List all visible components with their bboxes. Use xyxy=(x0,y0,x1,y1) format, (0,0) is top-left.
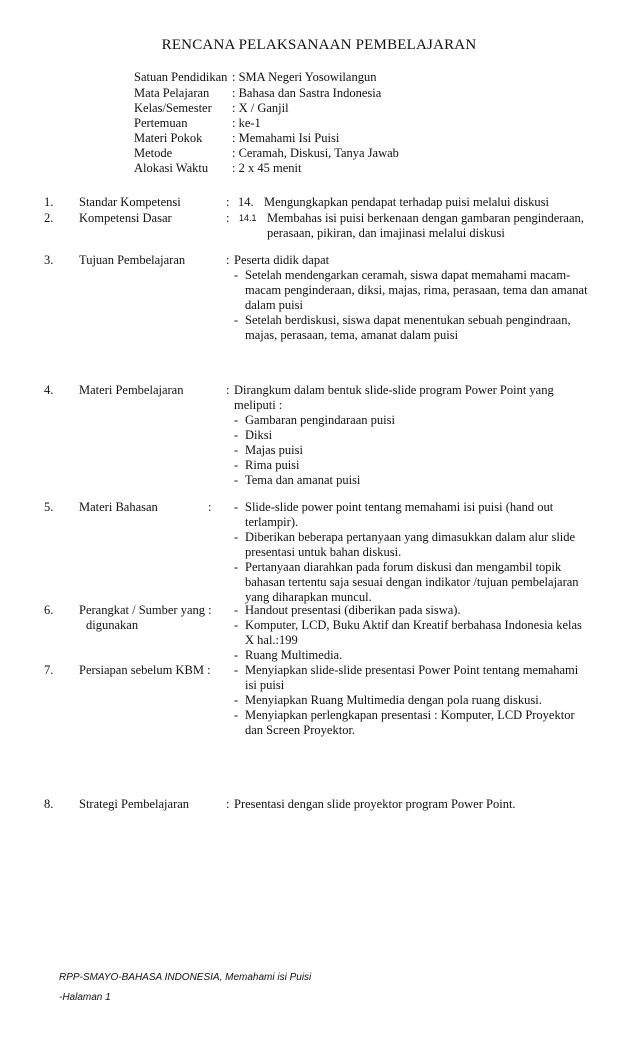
identity-value: : Memahami Isi Puisi xyxy=(232,131,340,145)
identity-label: Kelas/Semester xyxy=(134,101,212,115)
section-text: Presentasi dengan slide proyektor program Power Point. xyxy=(234,797,516,811)
competency-code: 14.1 xyxy=(239,213,257,223)
document-title: RENCANA PELAKSANAAN PEMBELAJARAN xyxy=(161,37,477,53)
footer-document-info: RPP-SMAYO-BAHASA INDONESIA, Memahami isi Puisi xyxy=(59,972,312,983)
bullet-text: terlampir). xyxy=(245,515,299,529)
bullet-dash: - xyxy=(234,428,239,442)
bullet-text: bahasan tertentu saja sesuai dengan indikator /tujuan pembelajaran xyxy=(245,575,579,589)
bullet-dash: - xyxy=(234,708,239,722)
identity-label: Metode xyxy=(134,146,173,160)
bullet-text: X hal.:199 xyxy=(245,633,298,647)
bullet-text: Gambaran pengindaraan puisi xyxy=(245,413,395,427)
bullet-text: Komputer, LCD, Buku Aktif dan Kreatif berbahasa Indonesia kelas xyxy=(245,618,582,632)
section-number: 6. xyxy=(44,603,54,617)
section-label: Persiapan sebelum KBM : xyxy=(79,663,211,677)
bullet-dash: - xyxy=(234,500,239,514)
bullet-dash: - xyxy=(234,693,239,707)
section-colon: : xyxy=(226,253,230,267)
bullet-dash: - xyxy=(234,618,239,632)
identity-value: : Ceramah, Diskusi, Tanya Jawab xyxy=(232,146,399,160)
bullet-text: Rima puisi xyxy=(245,458,300,472)
bullet-dash: - xyxy=(234,458,239,472)
section-number: 7. xyxy=(44,663,54,677)
bullet-dash: - xyxy=(234,473,239,487)
bullet-dash: - xyxy=(234,313,239,327)
bullet-text: Pertanyaan diarahkan pada forum diskusi dan mengambil topik xyxy=(245,560,562,574)
bullet-text: Diberikan beberapa pertanyaan yang dimasukkan dalam alur slide xyxy=(245,530,576,544)
bullet-dash: - xyxy=(234,648,239,662)
section-text-line: Membahas isi puisi berkenaan dengan gambaran penginderaan, xyxy=(267,211,584,225)
identity-value: : 2 x 45 menit xyxy=(232,161,302,175)
section-colon: : xyxy=(226,211,230,225)
section-intro: Dirangkum dalam bentuk slide-slide program Power Point yang xyxy=(234,383,554,397)
bullet-text: Setelah berdiskusi, siswa dapat menentukan sebuah pengindraan, xyxy=(245,313,571,327)
competency-code: 14. xyxy=(238,195,254,209)
identity-label: Satuan Pendidikan xyxy=(134,70,228,84)
bullet-text: isi puisi xyxy=(245,678,285,692)
section-colon: : xyxy=(208,500,212,514)
section-number: 4. xyxy=(44,383,54,397)
bullet-text: Menyiapkan Ruang Multimedia dengan pola ruang diskusi. xyxy=(245,693,542,707)
bullet-dash: - xyxy=(234,268,239,282)
section-label: Perangkat / Sumber yang : xyxy=(79,603,212,617)
identity-label: Alokasi Waktu xyxy=(134,161,209,175)
bullet-text: majas, perasaan, tema, amanat dalam puisi xyxy=(245,328,459,342)
section-number: 1. xyxy=(44,195,54,209)
identity-value: : ke-1 xyxy=(232,116,261,130)
section-number: 2. xyxy=(44,211,54,225)
section-intro: meliputi : xyxy=(234,398,283,412)
section-label: Kompetensi Dasar xyxy=(79,211,172,225)
identity-label: Mata Pelajaran xyxy=(134,86,210,100)
bullet-dash: - xyxy=(234,413,239,427)
bullet-dash: - xyxy=(234,603,239,617)
section-label: Tujuan Pembelajaran xyxy=(79,253,186,267)
section-label: Standar Kompetensi xyxy=(79,195,181,209)
bullet-text: Tema dan amanat puisi xyxy=(245,473,361,487)
section-label: digunakan xyxy=(86,618,139,632)
bullet-text: presentasi untuk bahan diskusi. xyxy=(245,545,402,559)
bullet-text: Ruang Multimedia. xyxy=(245,648,343,662)
bullet-text: Setelah mendengarkan ceramah, siswa dapat memahami macam- xyxy=(245,268,571,282)
identity-value: : SMA Negeri Yosowilangun xyxy=(232,70,377,84)
section-text: Mengungkapkan pendapat terhadap puisi melalui diskusi xyxy=(264,195,550,209)
section-colon: : xyxy=(226,195,230,209)
bullet-dash: - xyxy=(234,443,239,457)
section-label: Strategi Pembelajaran xyxy=(79,797,190,811)
bullet-text: dalam puisi xyxy=(245,298,303,312)
section-label: Materi Pembelajaran xyxy=(79,383,184,397)
bullet-text: yang diharapkan muncul. xyxy=(245,590,372,604)
section-number: 3. xyxy=(44,253,54,267)
identity-value: : Bahasa dan Sastra Indonesia xyxy=(232,86,382,100)
section-number: 8. xyxy=(44,797,54,811)
bullet-dash: - xyxy=(234,560,239,574)
section-colon: : xyxy=(226,383,230,397)
bullet-text: dan Screen Proyektor. xyxy=(245,723,356,737)
section-label: Materi Bahasan xyxy=(79,500,158,514)
identity-label: Pertemuan xyxy=(134,116,188,130)
bullet-text: macam penginderaan, diksi, majas, rima, perasaan, tema dan amanat xyxy=(245,283,588,297)
bullet-text: Menyiapkan slide-slide presentasi Power Point tentang memahami xyxy=(245,663,579,677)
bullet-dash: - xyxy=(234,663,239,677)
section-intro: Peserta didik dapat xyxy=(234,253,330,267)
bullet-text: Handout presentasi (diberikan pada siswa). xyxy=(245,603,461,617)
footer-page-number: -Halaman 1 xyxy=(59,992,111,1003)
section-text-line: perasaan, pikiran, dan imajinasi melalui diskusi xyxy=(267,226,505,240)
bullet-text: Menyiapkan perlengkapan presentasi : Komputer, LCD Proyektor xyxy=(245,708,575,722)
bullet-text: Majas puisi xyxy=(245,443,303,457)
identity-label: Materi Pokok xyxy=(134,131,203,145)
bullet-text: Slide-slide power point tentang memahami isi puisi (hand out xyxy=(245,500,554,514)
identity-value: : X / Ganjil xyxy=(232,101,289,115)
bullet-text: Diksi xyxy=(245,428,273,442)
section-number: 5. xyxy=(44,500,54,514)
bullet-dash: - xyxy=(234,530,239,544)
section-colon: : xyxy=(226,797,230,811)
